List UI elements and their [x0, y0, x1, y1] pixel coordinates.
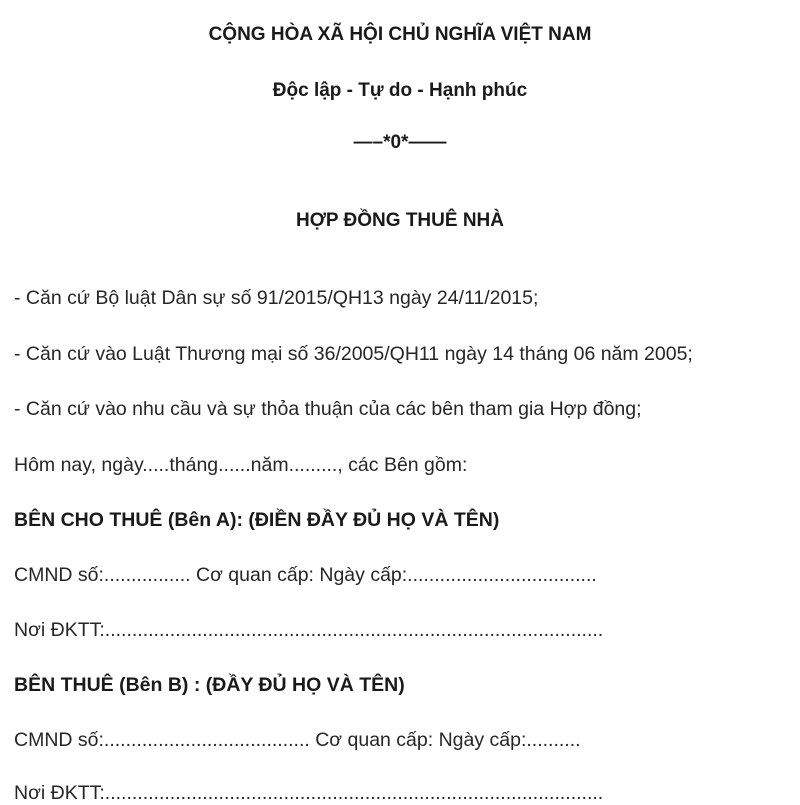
nation-heading: CỘNG HÒA XÃ HỘI CHỦ NGHĨA VIỆT NAM [208, 24, 592, 45]
document-title: HỢP ĐỒNG THUÊ NHÀ [296, 210, 504, 231]
legal-basis-civil-code: - Căn cứ Bộ luật Dân sự số 91/2015/QH13 ngày 24/11/2015; [14, 287, 539, 309]
date-line: Hôm nay, ngày.....tháng......năm........., các Bên gồm: [14, 454, 468, 476]
party-b-id-line: CMND số:...................................... Cơ quan cấp: Ngày cấp:.......... [14, 729, 581, 751]
motto: Độc lập - Tự do - Hạnh phúc [272, 80, 528, 101]
party-a-address-line: Nơi ĐKTT:............................................................................................ [14, 619, 604, 641]
legal-basis-agreement: - Căn cứ vào nhu cầu và sự thỏa thuận của các bên tham gia Hợp đồng; [14, 398, 642, 420]
legal-basis-commercial-law: - Căn cứ vào Luật Thương mại số 36/2005/QH11 ngày 14 tháng 06 năm 2005; [14, 343, 693, 365]
party-a-heading: BÊN CHO THUÊ (Bên A): (ĐIỀN ĐẦY ĐỦ HỌ VÀ TÊN) [14, 509, 500, 531]
party-a-id-line: CMND số:................ Cơ quan cấp: Ngày cấp:................................... [14, 564, 597, 586]
separator: —–*0*—— [353, 132, 447, 153]
party-b-heading: BÊN THUÊ (Bên B) : (ĐẦY ĐỦ HỌ VÀ TÊN) [14, 674, 405, 696]
party-b-address-line: Nơi ĐKTT:............................................................................................ [14, 782, 604, 804]
